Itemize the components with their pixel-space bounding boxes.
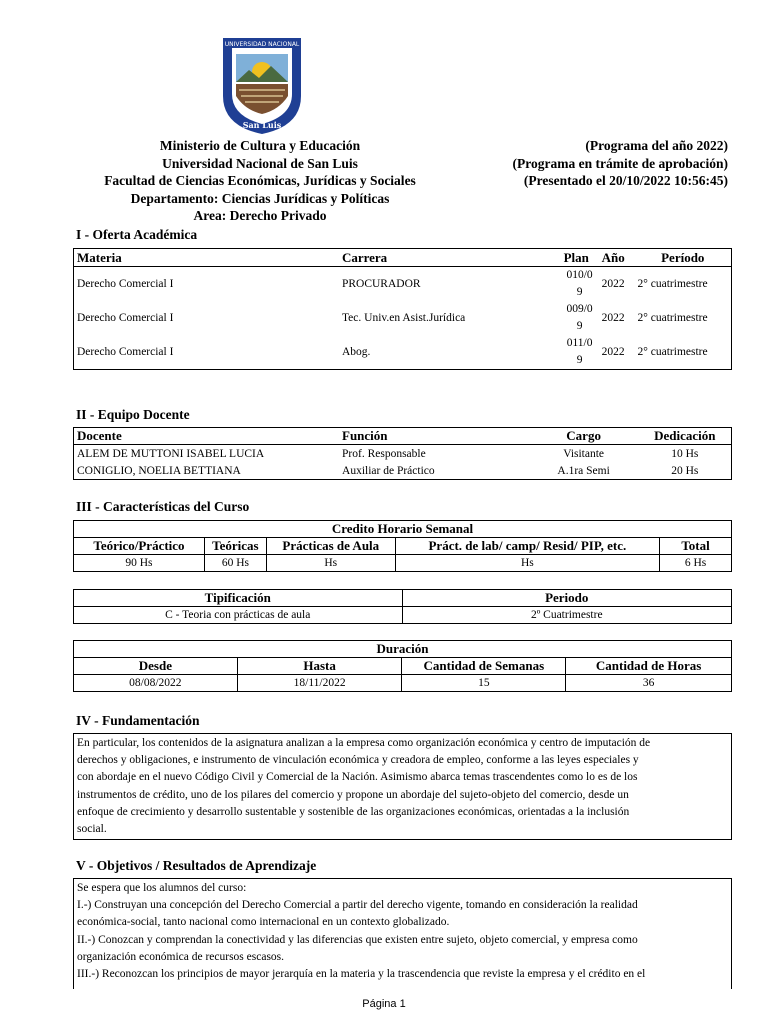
header-institution	[60, 137, 460, 225]
col-semanas: Cantidad de Semanas	[402, 658, 566, 675]
col-desde: Desde	[74, 658, 238, 675]
cell-teoricas: 60 Hs	[204, 555, 266, 572]
col-teoricas: Teóricas	[204, 538, 266, 555]
col-funcion: Función	[339, 428, 529, 445]
text-line: económica-social, tanto nacional como internacional en un contexto globalizado.	[77, 916, 450, 929]
cell-carrera: PROCURADOR	[341, 278, 421, 290]
text-line: enfoque de crecimiento y desarrollo sustentable y sostenible de las organizaciones económicas, orientadas a la inclusión	[77, 805, 630, 818]
university-logo	[219, 34, 305, 136]
table-title-row	[74, 521, 732, 538]
table-row	[74, 267, 732, 302]
cell-hasta: 18/11/2022	[237, 675, 402, 692]
col-materia: Materia	[74, 249, 339, 267]
section-title-objetivos: V - Objetivos / Resultados de Aprendizaje	[76, 858, 317, 873]
cell-periodo: 2° cuatrimestre	[637, 278, 708, 290]
cell-docente: CONIGLIO, NOELIA BETTIANA	[77, 464, 241, 477]
cell-practicas-lab: Hs	[395, 555, 659, 572]
cell-dedicacion: 10 Hs	[671, 447, 699, 460]
plan-suffix: 9	[576, 320, 583, 332]
cell-desde: 08/08/2022	[74, 675, 238, 692]
faculty-line: Facultad de Ciencias Económicas, Jurídicas y Sociales	[104, 173, 416, 188]
cell-funcion: Prof. Responsable	[342, 447, 426, 460]
table-header-row	[74, 249, 732, 267]
cell-total: 6 Hs	[660, 555, 732, 572]
cell-plan	[561, 335, 599, 370]
table-header-row	[74, 538, 732, 555]
cell-materia: Derecho Comercial I	[77, 312, 174, 324]
col-carrera: Carrera	[339, 249, 561, 267]
col-practicas-lab: Práct. de lab/ camp/ Resid/ PIP, etc.	[395, 538, 659, 555]
text-line: En particular, los contenidos de la asignatura analizan a la empresa como organización económica y centro de imputación de	[77, 737, 651, 749]
cell-periodo: 2º Cuatrimestre	[402, 607, 732, 624]
plan-suffix: 9	[576, 354, 583, 366]
col-total: Total	[660, 538, 732, 555]
col-periodo: Periodo	[402, 590, 732, 607]
area-line: Area: Derecho Privado	[193, 208, 327, 223]
section-title-equipo: II - Equipo Docente	[76, 407, 190, 422]
table-row	[74, 607, 732, 624]
text-line: III.-) Reconozcan los principios de mayor jerarquía en la materia y la trascendencia que reviste la empresa y el crédito en el	[77, 968, 646, 981]
text-line: II.-) Conozcan y comprendan la conectividad y las diferencias que existen entre sujeto, objeto comercial, y empresa como	[77, 933, 638, 946]
cell-plan	[561, 301, 599, 335]
col-practicas-aula: Prácticas de Aula	[266, 538, 395, 555]
plan-code: 010/0	[566, 269, 593, 281]
credito-title: Credito Horario Semanal	[74, 521, 732, 538]
equipo-table	[73, 427, 732, 480]
col-cargo: Cargo	[529, 428, 639, 445]
cell-tipificacion: C - Teoria con prácticas de aula	[74, 607, 403, 624]
col-dedicacion: Dedicación	[639, 428, 732, 445]
duracion-title: Duración	[74, 641, 732, 658]
cell-semanas: 15	[402, 675, 566, 692]
plan-code: 011/0	[566, 337, 593, 349]
cell-materia: Derecho Comercial I	[77, 346, 174, 358]
cell-materia: Derecho Comercial I	[77, 278, 174, 290]
tipificacion-table	[73, 589, 732, 624]
section-title-fundamentacion: IV - Fundamentación	[76, 713, 200, 728]
col-docente: Docente	[74, 428, 340, 445]
oferta-table	[73, 248, 732, 370]
ministry-line: Ministerio de Cultura y Educación	[159, 138, 361, 153]
page-number: Página 1	[362, 998, 406, 1010]
cell-cargo: A.1ra Semi	[557, 464, 610, 477]
cell-periodo: 2° cuatrimestre	[637, 346, 708, 358]
cell-periodo: 2° cuatrimestre	[637, 312, 708, 324]
text-line: Se espera que los alumnos del curso:	[77, 882, 247, 894]
text-line: I.-) Construyan una concepción del Derecho Comercial a partir del derecho vigente, tomando en consideración la realidad	[77, 899, 638, 912]
cell-anio: 2022	[601, 312, 625, 324]
col-periodo: Período	[635, 249, 732, 267]
table-header-row	[74, 590, 732, 607]
text-line: instrumentos de crédito, uno de los pilares del comercio y propone un abordaje del sujeto-objeto del comercio, desde un	[77, 788, 629, 801]
fundamentacion-text	[73, 733, 732, 840]
program-submitted: (Presentado el 20/10/2022 10:56:45)	[523, 173, 728, 188]
table-header-row	[74, 658, 732, 675]
section-title-oferta: I - Oferta Académica	[76, 227, 198, 242]
col-tipificacion: Tipificación	[74, 590, 403, 607]
credito-table	[73, 520, 732, 572]
table-row	[74, 462, 732, 480]
university-line: Universidad Nacional de San Luis	[162, 155, 358, 171]
text-line: social.	[77, 823, 107, 836]
plan-code: 009/0	[566, 303, 593, 315]
table-row	[74, 301, 732, 335]
table-title-row	[74, 641, 732, 658]
text-line: organización económica de recursos escasos.	[77, 950, 285, 963]
table-header-row	[74, 428, 732, 445]
program-status: (Programa en trámite de aprobación)	[512, 155, 728, 171]
program-year: (Programa del año 2022)	[585, 138, 728, 153]
plan-suffix: 9	[576, 286, 583, 298]
text-line: derechos y obligaciones, e instrumento de vinculación económica y creadora de empleo, conforme a las leyes especiales y	[77, 754, 639, 767]
col-hasta: Hasta	[237, 658, 402, 675]
table-row	[74, 555, 732, 572]
table-row	[74, 335, 732, 370]
section-title-caracteristicas: III - Características del Curso	[76, 499, 250, 514]
cell-plan	[561, 267, 599, 302]
col-anio: Año	[599, 249, 635, 267]
cell-funcion: Auxiliar de Práctico	[342, 464, 435, 477]
cell-practicas-aula: Hs	[266, 555, 395, 572]
cell-teorico-practico: 90 Hs	[74, 555, 205, 572]
col-teorico-practico: Teórico/Práctico	[74, 538, 205, 555]
cell-dedicacion: 20 Hs	[671, 464, 699, 477]
text-line: con abordaje en el nuevo Código Civil y Comercial de la Nación. Asimismo abarca temas trascendentes como lo es de los	[77, 771, 638, 784]
col-horas: Cantidad de Horas	[566, 658, 732, 675]
cell-docente: ALEM DE MUTTONI ISABEL LUCIA	[77, 447, 265, 460]
table-row	[74, 445, 732, 463]
cell-horas: 36	[566, 675, 732, 692]
col-plan: Plan	[561, 249, 599, 267]
department-line: Departamento: Ciencias Jurídicas y Políticas	[130, 190, 390, 206]
table-row	[74, 675, 732, 692]
cell-carrera: Tec. Univ.en Asist.Jurídica	[341, 312, 466, 324]
cell-cargo: Visitante	[563, 447, 605, 460]
duracion-table	[73, 640, 732, 692]
header-program-info	[462, 137, 728, 190]
svg-text:San Luis: San Luis	[242, 120, 282, 130]
cell-anio: 2022	[601, 346, 625, 358]
cell-anio: 2022	[601, 278, 625, 290]
objetivos-text	[73, 878, 732, 989]
svg-text:UNIVERSIDAD NACIONAL: UNIVERSIDAD NACIONAL	[224, 41, 300, 48]
cell-carrera: Abog.	[341, 346, 371, 358]
